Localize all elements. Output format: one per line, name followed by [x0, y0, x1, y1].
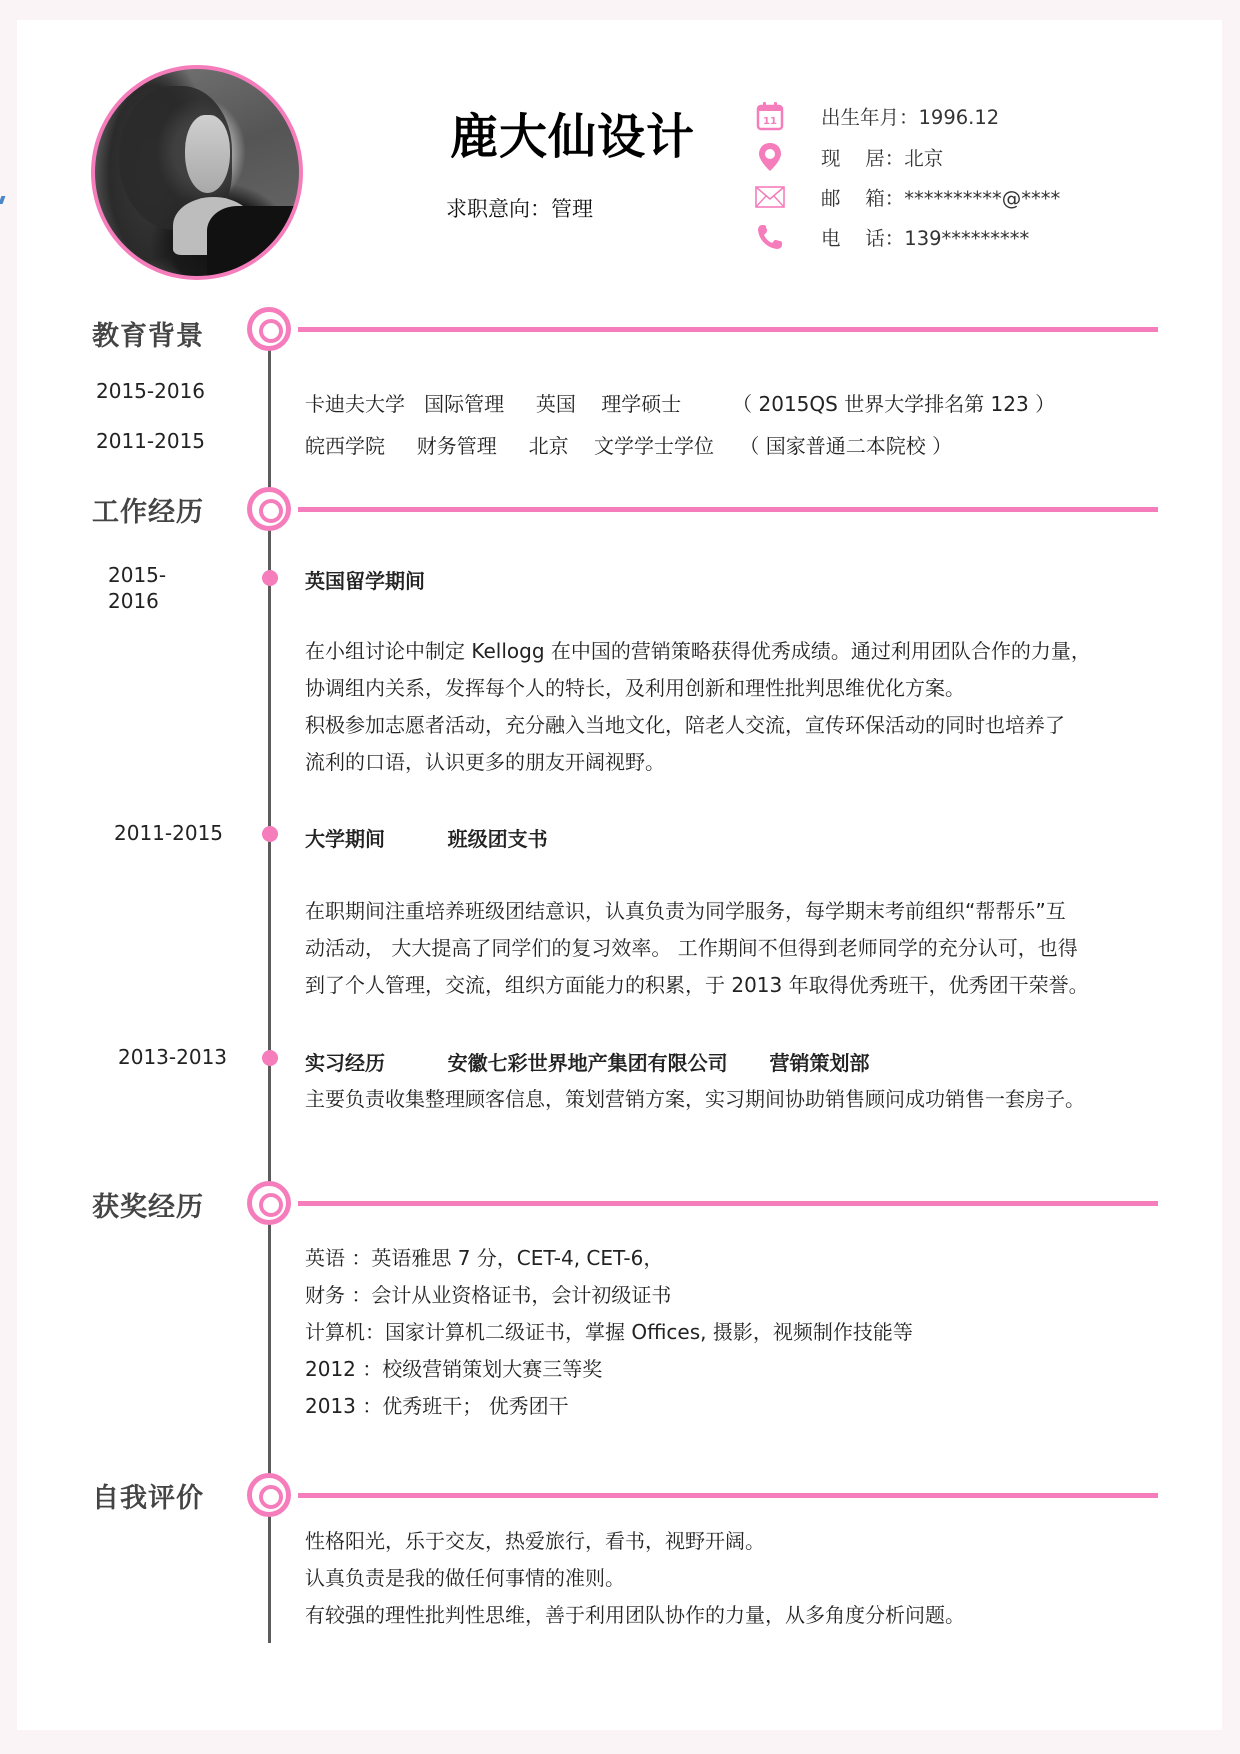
- edge-mark: [0, 196, 5, 204]
- location-pin-icon: [755, 142, 785, 172]
- work-description: 在职期间注重培养班级团结意识，认真负责为同学服务，每学期末考前组织“帮帮乐”互 动活动， 大大提高了同学们的复习效率。 工作期间不但得到老师同学的充分认可，也得 到了个人管理，交流，组织方面能力的积累，于 2013 年取得优秀班干，优秀团干荣誉。: [305, 899, 1089, 997]
- work-heading: 英国留学期间: [305, 569, 425, 593]
- work-description: 在小组讨论中制定 Kellogg 在中国的营销策略获得优秀成绩。通过利用团队合作的力量， 协调组内关系，发挥每个人的特长，及利用创新和理性批判思维优化方案。 积极参加志愿者活动，充分融入当地文化，陪老人交流，宣传环保活动的同时也培养了 流利的口语，认识更多的朋友开阔视野。: [305, 639, 1091, 774]
- svg-text:11: 11: [763, 116, 777, 127]
- section-divider: [298, 1493, 1158, 1498]
- timeline-line: [268, 340, 271, 1643]
- timeline-dot: [262, 570, 278, 586]
- section-ring-icon: [247, 487, 291, 531]
- section-ring-icon: [247, 1473, 291, 1517]
- section-title-self-eval: 自我评价: [92, 1483, 204, 1514]
- section-divider: [298, 1201, 1158, 1206]
- avatar-photo: [91, 65, 303, 280]
- self-eval-text: 性格阳光，乐于交友，热爱旅行，看书，视野开阔。 认真负责是我的做任何事情的准则。 有较强的理性批判性思维，善于利用团队协作的力量，从多角度分析问题。: [305, 1529, 965, 1627]
- section-ring-icon: [247, 1181, 291, 1225]
- edu-date: 2015-2016: [96, 379, 206, 403]
- calendar-icon: [755, 101, 785, 131]
- work-heading: 实习经历 安徽七彩世界地产集团有限公司 营销策划部: [305, 1051, 870, 1075]
- phone-icon: [755, 222, 785, 252]
- edu-entry: 卡迪夫大学 国际管理 英国 理学硕士 （ 2015QS 世界大学排名第 123 ）: [305, 392, 1056, 416]
- work-date: 2011-2015: [114, 821, 224, 845]
- edu-date: 2011-2015: [96, 429, 206, 453]
- work-date: 2013-2013: [118, 1045, 228, 1069]
- info-location: 现 居：北京: [755, 142, 943, 172]
- timeline-dot: [262, 1050, 278, 1066]
- awards-list: 英语 ：英语雅思 7 分，CET-4, CET-6， 财务 ：会计从业资格证书，会计初级证书 计算机：国家计算机二级证书，掌握 Offices, 摄影，视频制作技能等 2012 ：校级营销策划大赛三等奖 2013 ：优秀班干； 优秀团干: [305, 1246, 913, 1418]
- section-divider: [298, 327, 1158, 332]
- section-title-work: 工作经历: [92, 497, 204, 528]
- section-title-education: 教育背景: [92, 321, 204, 352]
- applicant-name: 鹿大仙设计: [450, 109, 696, 165]
- work-description: 主要负责收集整理顾客信息，策划营销方案，实习期间协助销售顾问成功销售一套房子。: [305, 1087, 1085, 1111]
- section-divider: [298, 507, 1158, 512]
- info-phone: 电 话：139*********: [755, 222, 1029, 252]
- mail-icon: [755, 182, 785, 212]
- job-intent: 求职意向：管理: [446, 197, 593, 221]
- timeline-dot: [262, 826, 278, 842]
- section-ring-icon: [247, 307, 291, 351]
- info-birth: 11 出生年月：1996.12: [755, 101, 999, 131]
- work-heading: 大学期间 班级团支书: [305, 827, 548, 851]
- edu-entry: 皖西学院 财务管理 北京 文学学士学位 （ 国家普通二本院校 ）: [305, 434, 953, 458]
- info-email: 邮 箱：**********@****: [755, 182, 1060, 212]
- section-title-awards: 获奖经历: [92, 1192, 204, 1223]
- work-date: 2015- 2016: [108, 563, 167, 613]
